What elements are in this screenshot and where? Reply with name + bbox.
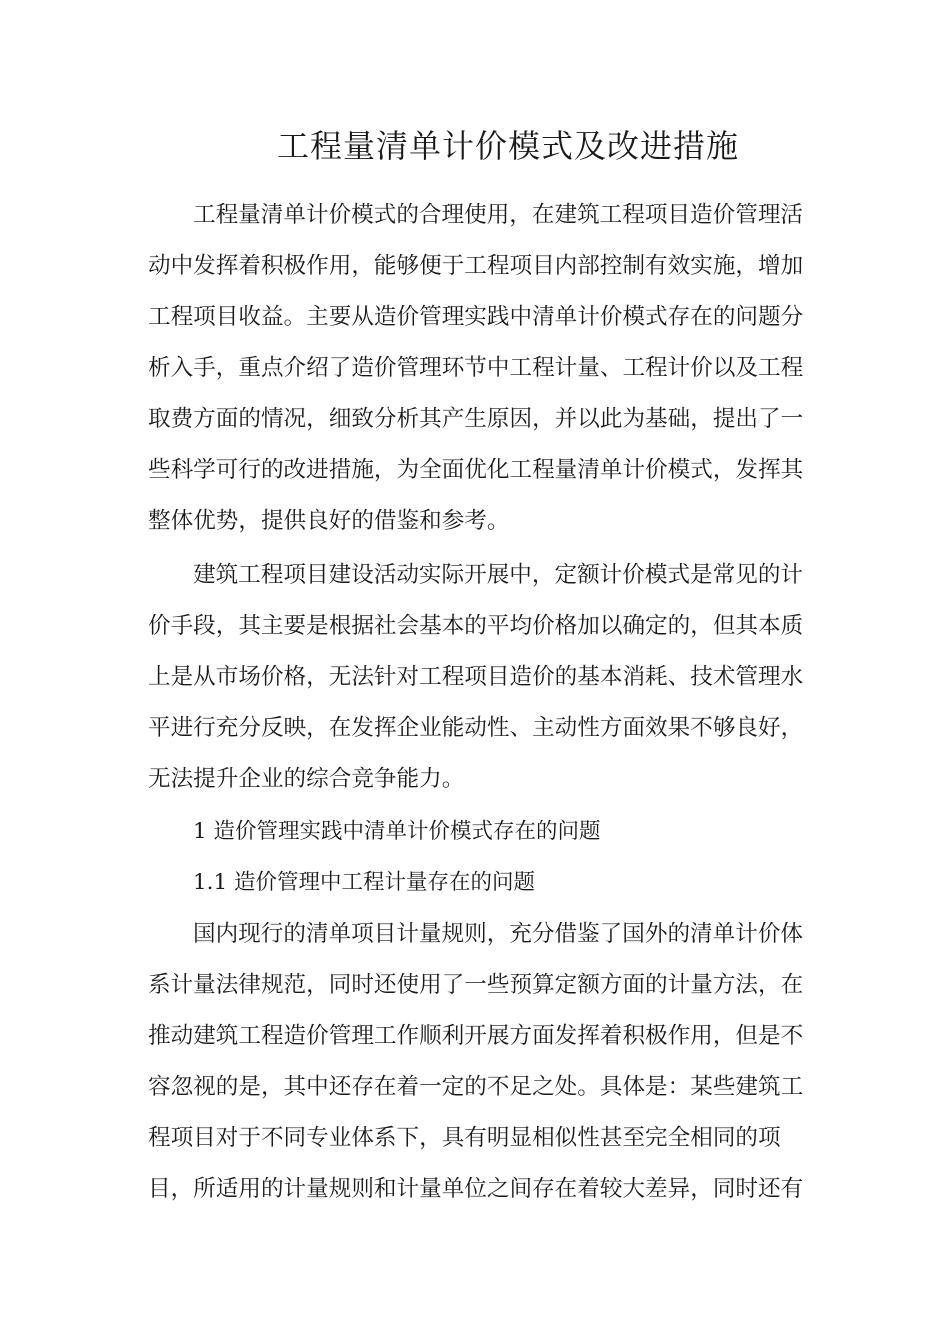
heading-text: 1 造价管理实践中清单计价模式存在的问题 <box>193 819 601 844</box>
text-line: 系计量法律规范，同时还使用了一些预算定额方面的计量方法，在 <box>148 972 804 998</box>
heading-text: 1.1 造价管理中工程计量存在的问题 <box>193 870 536 895</box>
text-line: 析入手，重点介绍了造价管理环节中工程计量、工程计价以及工程 <box>148 355 804 381</box>
text-line: 价手段，其主要是根据社会基本的平均价格加以确定的，但其本质 <box>148 613 804 639</box>
text-line: 取费方面的情况，细致分析其产生原因，并以此为基础，提出了一 <box>148 406 804 432</box>
paragraph-body <box>148 909 804 1215</box>
section-heading-1-1 <box>148 857 798 908</box>
text-line: 工程项目收益。主要从造价管理实践中清单计价模式存在的问题分 <box>148 304 804 330</box>
text-line: 建筑工程项目建设活动实际开展中，定额计价模式是常见的计 <box>193 562 804 588</box>
text-line: 平进行充分反映，在发挥企业能动性、主动性方面效果不够良好， <box>148 715 804 741</box>
text-line: 无法提升企业的综合竞争能力。 <box>148 766 465 792</box>
text-line: 国内现行的清单项目计量规则，充分借鉴了国外的清单计价体 <box>193 921 804 947</box>
paragraph-introduction <box>148 550 804 805</box>
text-line: 程项目对于不同专业体系下，具有明显相似性甚至完全相同的项 <box>148 1125 781 1151</box>
section-heading-1 <box>148 806 798 857</box>
text-line: 动中发挥着积极作用，能够便于工程项目内部控制有效实施，增加 <box>148 253 804 279</box>
text-line: 目，所适用的计量规则和计量单位之间存在着较大差异，同时还有 <box>148 1176 804 1202</box>
text-line: 上是从市场价格，无法针对工程项目造价的基本消耗、技术管理水 <box>148 664 804 690</box>
text-line: 容忽视的是，其中还存在着一定的不足之处。具体是：某些建筑工 <box>148 1074 804 1100</box>
paragraph-abstract <box>148 190 804 547</box>
text-line: 工程量清单计价模式的合理使用，在建筑工程项目造价管理活 <box>193 202 804 228</box>
text-line: 整体优势，提供良好的借鉴和参考。 <box>148 508 510 534</box>
text-line: 些科学可行的改进措施，为全面优化工程量清单计价模式，发挥其 <box>148 457 804 483</box>
text-line: 推动建筑工程造价管理工作顺利开展方面发挥着积极作用，但是不 <box>148 1023 804 1049</box>
document-title: 工程量清单计价模式及改进措施 <box>276 127 739 165</box>
